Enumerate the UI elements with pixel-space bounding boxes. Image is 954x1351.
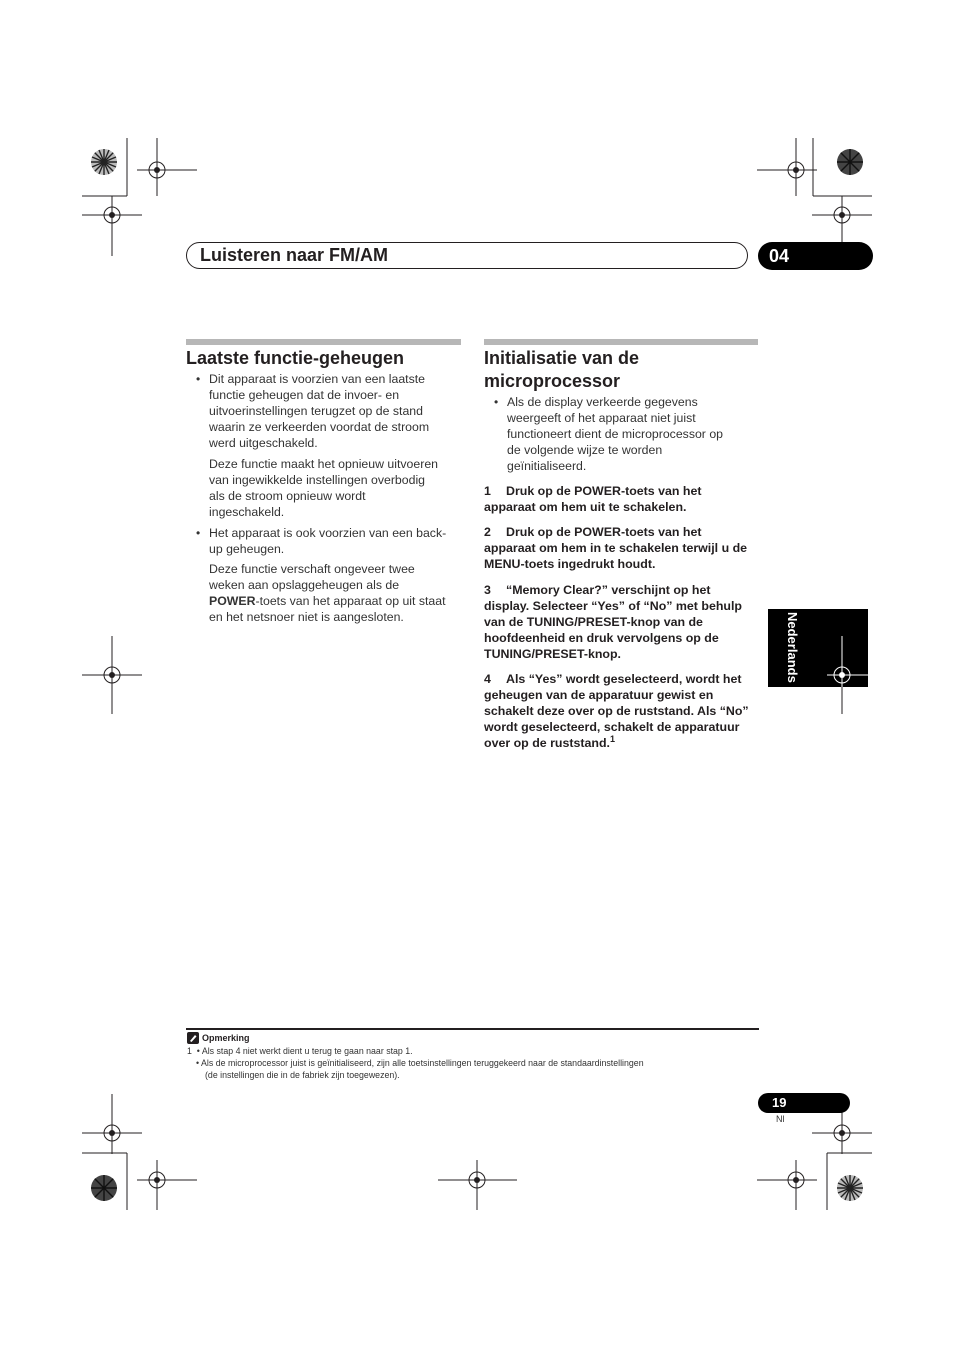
text-line: Als de display verkeerde gegevens (507, 395, 698, 409)
text-line: en het netsnoer niet is aangesloten. (209, 610, 404, 624)
section-rule-left (186, 339, 461, 345)
page-language-code: Nl (776, 1114, 785, 1124)
page-number: 19 (758, 1093, 850, 1113)
note-item-2: • Als de microprocessor juist is geïnitialiseerd, zijn alle toetsinstellingen teruggekeerd naar de standaardinstellingen (196, 1058, 644, 1068)
step-line: Druk op de POWER-toets van het (506, 525, 702, 539)
note-rule (186, 1028, 759, 1030)
language-tab-label: Nederlands (785, 612, 800, 683)
step-line: “Memory Clear?” verschijnt op het (506, 583, 711, 597)
bullet-2 (209, 525, 446, 557)
text-line: up geheugen. (209, 542, 285, 556)
text-line: weken aan opslaggeheugen als de (209, 578, 400, 592)
text-line: de volgende wijze te worden (507, 443, 663, 457)
heading-line: microprocessor (484, 371, 621, 391)
text-line (209, 593, 446, 609)
text-line: geïnitialiseerd. (507, 459, 587, 473)
text-line: van ingewikkelde instellingen overbodig (209, 473, 426, 487)
step-line: TUNING/PRESET-knop. (484, 647, 621, 661)
step-line: wordt geselecteerd, schakelt de apparatuur (484, 720, 740, 734)
chapter-number: 04 (758, 242, 873, 270)
note-item-2-cont: (de instellingen die in de fabriek zijn toegewezen). (205, 1070, 400, 1080)
step-line: Als “Yes” wordt geselecteerd, wordt het (506, 672, 742, 686)
bullet-1 (209, 371, 429, 451)
bullet-dot: • (196, 526, 201, 540)
bullet-2-extra (209, 561, 446, 625)
step-line: display. Selecteer “Yes” of “No” met behulp (484, 599, 742, 613)
step-line: hoofdeenheid en druk vervolgens op de (484, 631, 719, 645)
text-line: Deze functie verschaft ongeveer twee (209, 562, 415, 576)
step-line (484, 735, 749, 751)
step-line-text: over op de ruststand. (484, 736, 610, 750)
text-line: functioneert dient de microprocessor op (507, 427, 723, 441)
step-line: apparaat om hem uit te schakelen. (484, 500, 687, 514)
step-line: Druk op de POWER-toets van het (506, 484, 702, 498)
footnote-ref[interactable]: 1 (610, 733, 616, 744)
step-2 (484, 524, 747, 572)
note-icon (187, 1032, 199, 1044)
section-heading-last-function: Laatste functie-geheugen (186, 348, 405, 368)
note-title: Opmerking (202, 1033, 250, 1043)
text-line: werd uitgeschakeld. (209, 436, 318, 450)
step-4 (484, 671, 749, 751)
text-line: weergeeft of het apparaat niet juist (507, 411, 696, 425)
step-line: apparaat om hem in te schakelen terwijl u de (484, 541, 748, 555)
text-line: Deze functie maakt het opnieuw uitvoeren (209, 457, 438, 471)
init-bullet (507, 394, 723, 474)
note-text: Als de microprocessor juist is geïnitialiseerd, zijn alle toetsinstellingen teruggekeerd naar de standaardinstellingen (201, 1058, 644, 1068)
bullet-dot: • (196, 372, 201, 386)
text-fragment: -toets van het apparaat op uit staat (255, 594, 446, 608)
text-line: Het apparaat is ook voorzien van een back- (209, 526, 447, 540)
bullet-dot: • (494, 395, 499, 409)
heading-line: Initialisatie van de (484, 348, 640, 368)
step-line: schakelt deze over op de ruststand. Als “No” (484, 704, 749, 718)
text-line: ingeschakeld. (209, 505, 285, 519)
text-line: waarin ze verkeerden voordat de stroom (209, 420, 430, 434)
text-line: uitvoerinstellingen terugzet op de stand (209, 404, 423, 418)
section-heading-initialisation (484, 347, 639, 393)
step-line: geheugen van de apparatuur gewist en (484, 688, 714, 702)
note-text: Als stap 4 niet werkt dient u terug te gaan naar stap 1. (201, 1046, 413, 1056)
power-key-label: POWER (209, 594, 256, 608)
step-line: MENU-toets ingedrukt houdt. (484, 557, 656, 571)
step-number: 1 (484, 484, 491, 498)
page-title: Luisteren naar FM/AM (200, 245, 389, 265)
text-line: Dit apparaat is voorzien van een laatste (209, 372, 426, 386)
step-1 (484, 483, 702, 515)
step-number: 4 (484, 672, 491, 686)
text-line: functie geheugen dat de invoer- en (209, 388, 400, 402)
step-line: van de TUNING/PRESET-knop van de (484, 615, 703, 629)
section-rule-right (484, 339, 758, 345)
step-3 (484, 582, 742, 662)
step-number: 2 (484, 525, 491, 539)
note-number: 1 (187, 1046, 192, 1056)
note-item-1: 1 • Als stap 4 niet werkt dient u terug te gaan naar stap 1. (187, 1046, 413, 1056)
text-line: als de stroom opnieuw wordt (209, 489, 366, 503)
bullet-1-extra (209, 456, 438, 520)
step-number: 3 (484, 583, 491, 597)
